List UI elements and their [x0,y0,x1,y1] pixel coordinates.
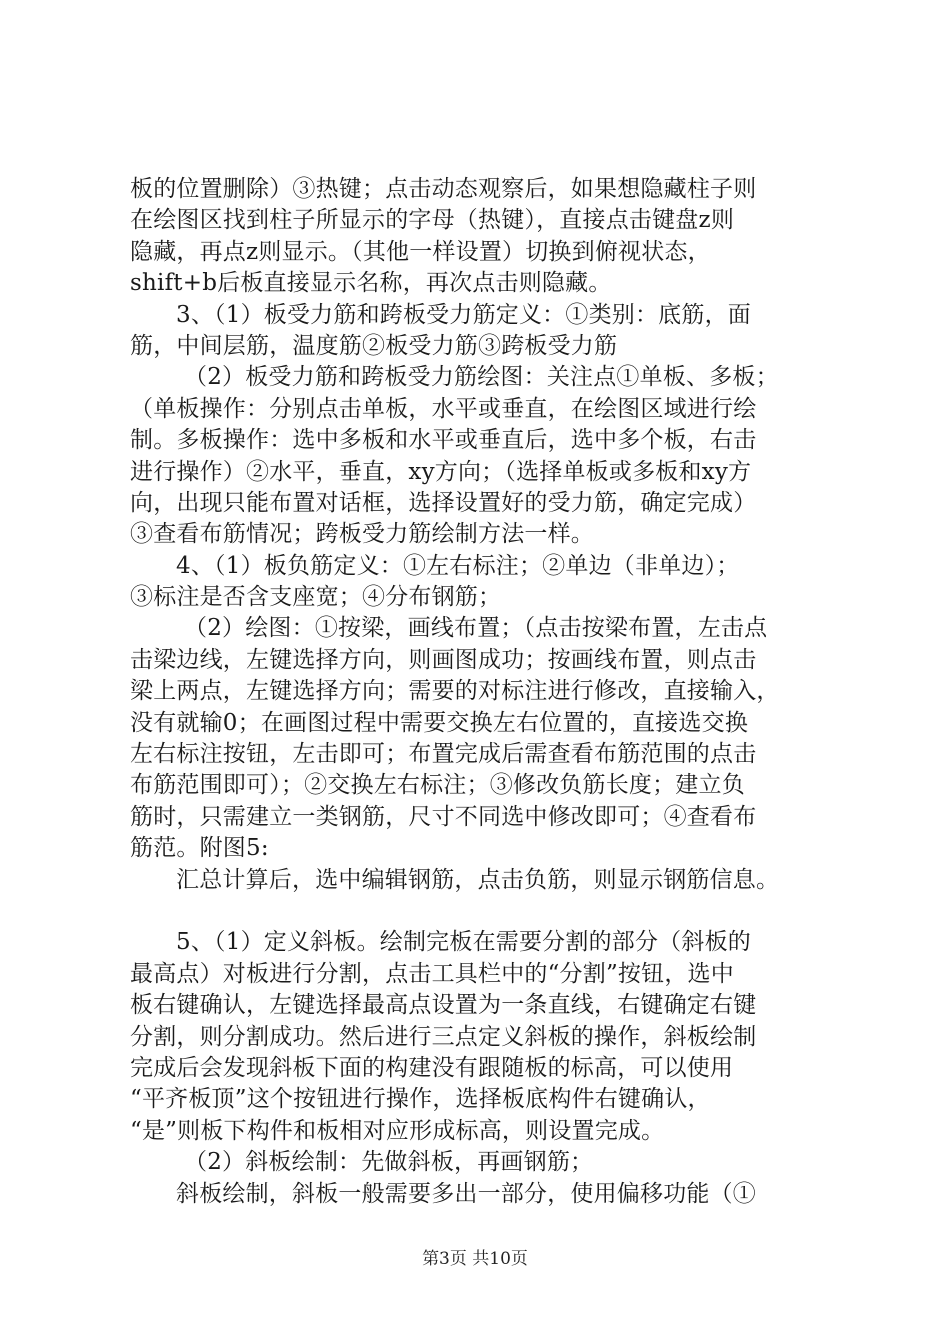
text-line: 在绘图区找到柱子所显示的字母（热键），直接点击键盘z则 [130,207,735,234]
text-line: 板右键确认，左键选择最高点设置为一条直线，右键确定右键 [130,992,757,1019]
text-line: （2）斜板绘制：先做斜板，再画钢筋； [184,1149,594,1176]
text-line: 最高点）对板进行分割，点击工具栏中的“分割”按钮，选中 [130,960,734,987]
text-line: shift+b后板直接显示名称，再次点击则隐藏。 [130,270,612,297]
text-line: 筋范。附图5: [130,835,269,862]
text-line: 没有就输0；在画图过程中需要交换左右位置的，直接选交换 [130,709,749,736]
text-line: 进行操作）②水平，垂直，xy方向；（选择单板或多板和xy方 [130,458,752,485]
text-line: 隐藏，再点z则显示。（其他一样设置）切换到俯视状态， [130,238,711,265]
paragraph-gap [130,896,842,927]
text-line: 斜板绘制，斜板一般需要多出一部分，使用偏移功能（① [176,1180,756,1207]
text-line: 梁上两点，左键选择方向；需要的对标注进行修改，直接输入， [130,678,780,705]
document-body [130,174,842,1210]
text-line: 板的位置删除）③热键；点击动态观察后，如果想隐藏柱子则 [130,176,757,202]
text-line: ③查看布筋情况；跨板受力筋绘制方法一样。 [130,521,594,548]
text-line: “是”则板下构件和板相对应形成标高，则设置完成。 [130,1117,665,1144]
text-line: 3、（1）板受力筋和跨板受力筋定义：①类别：底筋，面 [176,301,751,328]
text-line: 布筋范围即可）；②交换左右标注；③修改负筋长度；建立负 [130,772,745,799]
text-line: （2）板受力筋和跨板受力筋绘图：关注点①单板、多板； [184,364,779,391]
text-line: 击梁边线，左键选择方向，则画图成功；按画线布置，则点击 [130,646,757,673]
text-line: 完成后会发现斜板下面的构建没有跟随板的标高，可以使用 [130,1054,734,1081]
text-line: 5、（1）定义斜板。绘制完板在需要分割的部分（斜板的 [176,929,751,956]
text-line: ③标注是否含支座宽；④分布钢筋； [130,584,502,611]
page-footer: 第3页 共10页 [422,1249,528,1269]
text-line: 4、（1）板负筋定义：①左右标注；②单边（非单边）； [176,552,740,579]
text-line: “平齐板顶”这个按钮进行操作，选择板底构件右键确认， [130,1086,711,1113]
text-line: 筋，中间层筋，温度筋②板受力筋③跨板受力筋 [130,332,618,359]
text-line: 向，出现只能布置对话框，选择设置好的受力筋，确定完成） [130,489,757,516]
text-line: （2）绘图：①按梁，画线布置；（点击按梁布置，左击点 [184,615,768,642]
text-line: 制。多板操作：选中多板和水平或垂直后，选中多个板，右击 [130,427,757,454]
text-line: 左右标注按钮，左击即可；布置完成后需查看布筋范围的点击 [130,741,757,768]
text-line: 分割，则分割成功。然后进行三点定义斜板的操作，斜板绘制 [130,1023,757,1050]
text-line: （单板操作：分别点击单板，水平或垂直，在绘图区域进行绘 [130,395,757,422]
text-line: 筋时，只需建立一类钢筋，尺寸不同选中修改即可；④查看布 [130,803,757,830]
text-line: 汇总计算后，选中编辑钢筋，点击负筋，则显示钢筋信息。 [176,866,780,893]
